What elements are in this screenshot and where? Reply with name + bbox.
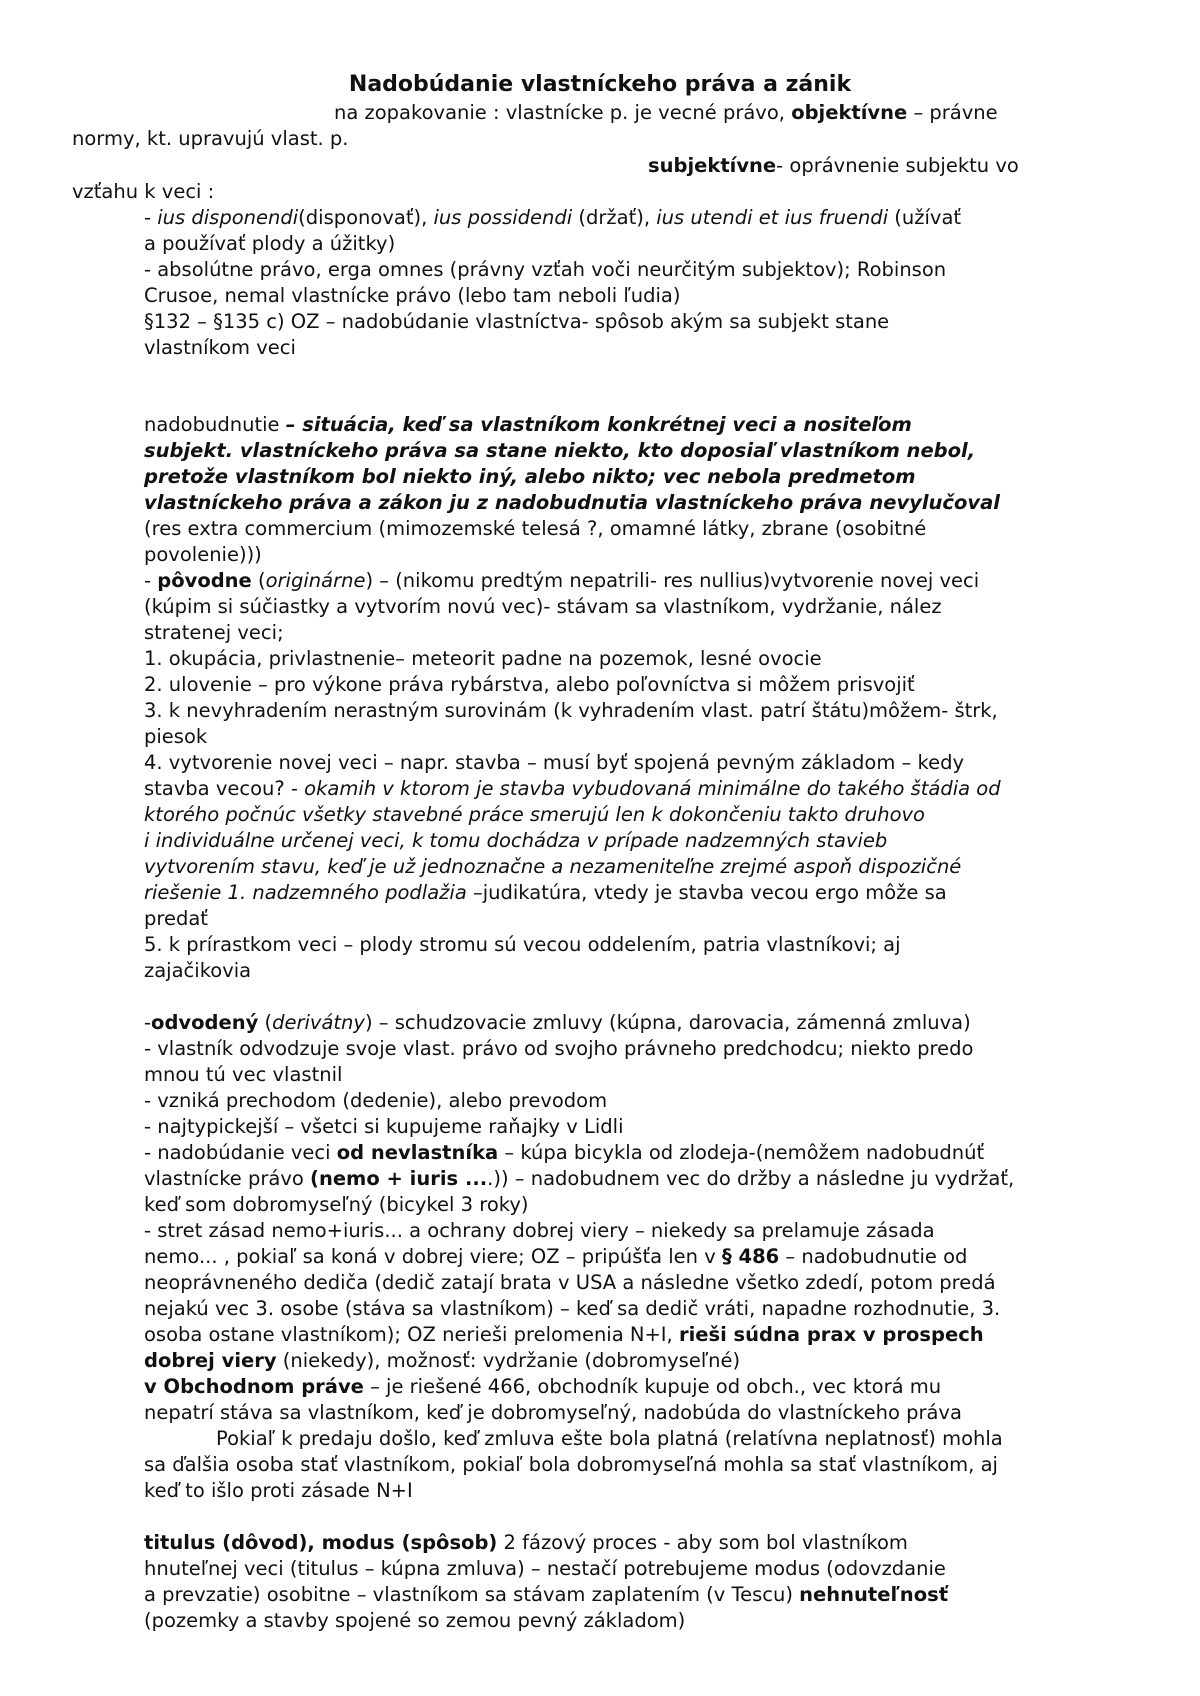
deriv-line-4: - vzniká prechodom (dedenie), alebo prevodom	[144, 1089, 608, 1112]
deriv-line-1	[144, 1011, 971, 1035]
term-paragraph-486: § 486	[721, 1245, 780, 1268]
text: – kúpa bicykla od zlodeja-(nemôžem nadobudnúť	[498, 1141, 985, 1164]
objective-term: objektívne	[791, 101, 908, 124]
deriv-line-15	[144, 1375, 941, 1399]
orig-line-9	[144, 777, 1001, 801]
acq-line-1	[144, 413, 912, 437]
deriv-line-8: keď som dobromyseľný (bicykel 3 roky)	[144, 1193, 529, 1216]
term-ius-disponendi: ius disponendi	[157, 206, 299, 229]
orig-line-7: piesok	[144, 725, 208, 748]
text: ) – (nikomu predtým nepatrili- res nullius)vytvorenie novej veci	[365, 569, 980, 592]
titulus-line-2: hnuteľnej veci (titulus – kúpna zmluva) – nestačí potrebujeme modus (odovzdanie	[144, 1557, 946, 1580]
deriv-line-13	[144, 1323, 984, 1347]
term-povodne: pôvodne	[157, 569, 252, 592]
deriv-line-5: - najtypickejší – všetci si kupujeme raňajky v Lidli	[144, 1115, 624, 1138]
term-odvodeny: odvodený	[151, 1011, 259, 1034]
acq-line-2: subjekt. vlastníckeho práva sa stane niekto, kto doposiaľ vlastníkom nebol,	[144, 439, 976, 462]
text: a prevzatie) osobitne – vlastníkom sa stávam zaplatením (v Tescu)	[144, 1583, 800, 1606]
orig-line-1	[144, 569, 979, 593]
term-ius-possidendi: ius possidendi	[433, 206, 573, 229]
deriv-line-7	[144, 1167, 1014, 1191]
text: (držať),	[572, 206, 657, 229]
orig-line-2: (kúpim si súčiastky a vytvorím novú vec)- stávam sa vlastníkom, vydržanie, nález	[144, 595, 942, 618]
rights-line-5: §132 – §135 c) OZ – nadobúdanie vlastníctva- spôsob akým sa subjekt stane	[144, 310, 890, 333]
quote-text: okamih v ktorom je stavba vybudovaná minimálne do takého štádia od	[304, 777, 1001, 800]
acq-line-3: pretože vlastníkom bol niekto iný, alebo nikto; vec nebola predmetom	[144, 465, 916, 488]
text: -	[144, 1011, 152, 1034]
orig-line-6: 3. k nevyhradením nerastným surovinám (k vyhradením vlast. patrí štátu)môžem- štrk,	[144, 699, 998, 722]
term-nemo-iuris: (nemo + iuris ...	[310, 1167, 488, 1190]
text: – je riešené 466, obchodník kupuje od obch., vec ktorá mu	[363, 1375, 942, 1398]
text: .)) – nadobudnem vec do držby a následne ju vydržať,	[487, 1167, 1015, 1190]
quote-text: riešenie 1. nadzemného podlažia	[144, 881, 467, 904]
text: ) – schudzovacie zmluvy (kúpna, darovacia, zámenná zmluva)	[364, 1011, 971, 1034]
term-obchodne-pravo: v Obchodnom práve	[144, 1375, 364, 1398]
text: (užívať	[888, 206, 962, 229]
deriv-line-3: mnou tú vec vlastnil	[144, 1063, 343, 1086]
intro-text: – právne	[907, 101, 998, 124]
text: nemo... , pokiaľ sa koná v dobrej viere; OZ – pripúšťa len v	[144, 1245, 722, 1268]
term-ius-utendi: ius utendi et ius fruendi	[656, 206, 889, 229]
intro-line-2: normy, kt. upravujú vlast. p.	[72, 127, 349, 150]
text: 2 fázový proces - aby som bol vlastníkom	[497, 1531, 908, 1554]
orig-line-4: 1. okupácia, privlastnenie– meteorit padne na pozemok, lesné ovocie	[144, 647, 822, 670]
deriv-line-9: - stret zásad nemo+iuris... a ochrany dobrej viery – niekedy sa prelamuje zásada	[144, 1219, 935, 1242]
text: –judikatúra, vtedy je stavba vecou ergo môže sa	[466, 881, 947, 904]
deriv-line-12: nejakú vec 3. osobe (stáva sa vlastníkom) – keď sa dedič vráti, napadne rozhodnutie, 3.	[144, 1297, 1001, 1320]
term-nehnutelnost: nehnuteľnosť	[799, 1583, 949, 1606]
text: -	[144, 206, 158, 229]
titulus-line-3	[144, 1583, 948, 1607]
term-od-nevlastnika: od nevlastníka	[336, 1141, 499, 1164]
term-originarne: originárne	[265, 569, 366, 592]
orig-line-11: i individuálne určenej veci, k tomu dochádza v prípade nadzemných stavieb	[144, 829, 888, 852]
deriv-line-14	[144, 1349, 740, 1373]
acq-line-5: (res extra commercium (mimozemské telesá ?, omamné látky, zbrane (osobitné	[144, 517, 927, 540]
text: stavba vecou? -	[144, 777, 305, 800]
deriv-line-17: Pokiaľ k predaju došlo, keď zmluva ešte bola platná (relatívna neplatnosť) mohla	[216, 1427, 1003, 1450]
document-title: Nadobúdanie vlastníckeho práva a zánik	[348, 72, 852, 97]
term-derivatny: derivátny	[272, 1011, 365, 1034]
acq-line-4: vlastníckeho práva a zákon ju z nadobudnutia vlastníckeho práva nevylučoval	[144, 491, 1000, 514]
rights-line-3: - absolútne právo, erga omnes (právny vzťah voči neurčitým subjektov); Robinson	[144, 258, 947, 281]
text: (niekedy), možnosť: vydržanie (dobromyseľné)	[276, 1349, 741, 1372]
intro-line-4: vzťahu k veci :	[72, 180, 215, 203]
deriv-line-18: sa ďalšia osoba stať vlastníkom, pokiaľ bola dobromyseľná mohla sa stať vlastníkom, aj	[144, 1453, 998, 1476]
text: (disponovať),	[298, 206, 434, 229]
text: nadobudnutie	[144, 413, 286, 436]
intro-text: na zopakovanie : vlastnícke p. je vecné právo,	[334, 101, 792, 124]
titulus-line-4: (pozemky a stavby spojené so zemou pevný základom)	[144, 1609, 686, 1632]
text: – nadobudnutie od	[779, 1245, 968, 1268]
deriv-line-10	[144, 1245, 967, 1269]
text: (	[251, 569, 266, 592]
orig-line-5: 2. ulovenie – pro výkone práva rybárstva, alebo poľovníctva si môžem prisvojiť	[144, 673, 915, 696]
deriv-line-19: keď to išlo proti zásade N+I	[144, 1479, 413, 1502]
text: (	[258, 1011, 273, 1034]
text: - nadobúdanie veci	[144, 1141, 337, 1164]
orig-line-15: 5. k prírastkom veci – plody stromu sú vecou oddelením, patria vlastníkovi; aj	[144, 933, 901, 956]
intro-line-1	[334, 101, 998, 125]
rights-line-1	[144, 206, 961, 230]
orig-line-8: 4. vytvorenie novej veci – napr. stavba – musí byť spojená pevným základom – kedy	[144, 751, 964, 774]
rights-line-6: vlastníkom veci	[144, 336, 296, 359]
orig-line-3: stratenej veci;	[144, 621, 284, 644]
titulus-line-1	[144, 1531, 908, 1555]
orig-line-10: ktorého počnúc všetky stavebné práce smerujú len k dokončeniu takto druhovo	[144, 803, 925, 826]
text: -	[144, 569, 158, 592]
text: vlastnícke právo	[144, 1167, 311, 1190]
intro-line-3	[648, 154, 1019, 178]
rights-line-2: a používať plody a úžitky)	[144, 232, 396, 255]
rights-line-4: Crusoe, nemal vlastnícke právo (lebo tam neboli ľudia)	[144, 284, 681, 307]
deriv-line-11: neoprávneného dediča (dedič zatají brata v USA a následne všetko zdedí, potom predá	[144, 1271, 996, 1294]
acq-line-6: povolenie)))	[144, 543, 262, 566]
deriv-line-16: nepatrí stáva sa vlastníkom, keď je dobromyseľný, nadobúda do vlastníckeho práva	[144, 1401, 962, 1424]
intro-text: - oprávnenie subjektu vo	[776, 154, 1019, 177]
deriv-line-6	[144, 1141, 984, 1165]
orig-line-13	[144, 881, 947, 905]
definition-text: – situácia, keď sa vlastníkom konkrétnej veci a nositeľom	[285, 413, 912, 436]
term-sudna-prax: rieši súdna prax v prospech	[678, 1323, 984, 1346]
orig-line-16: zajačikovia	[144, 959, 252, 982]
term-dobrej-viery: dobrej viery	[144, 1349, 277, 1372]
term-titulus-modus: titulus (dôvod), modus (spôsob)	[144, 1531, 498, 1554]
subjective-term: subjektívne	[648, 154, 777, 177]
orig-line-14: predať	[144, 907, 208, 930]
text: osoba ostane vlastníkom); OZ nerieši prelomenia N+I,	[144, 1323, 679, 1346]
deriv-line-2: - vlastník odvodzuje svoje vlast. právo od svojho právneho predchodcu; niekto predo	[144, 1037, 974, 1060]
orig-line-12: vytvorením stavu, keď je už jednoznačne a nezameniteľne zrejmé aspoň dispozičné	[144, 855, 962, 878]
